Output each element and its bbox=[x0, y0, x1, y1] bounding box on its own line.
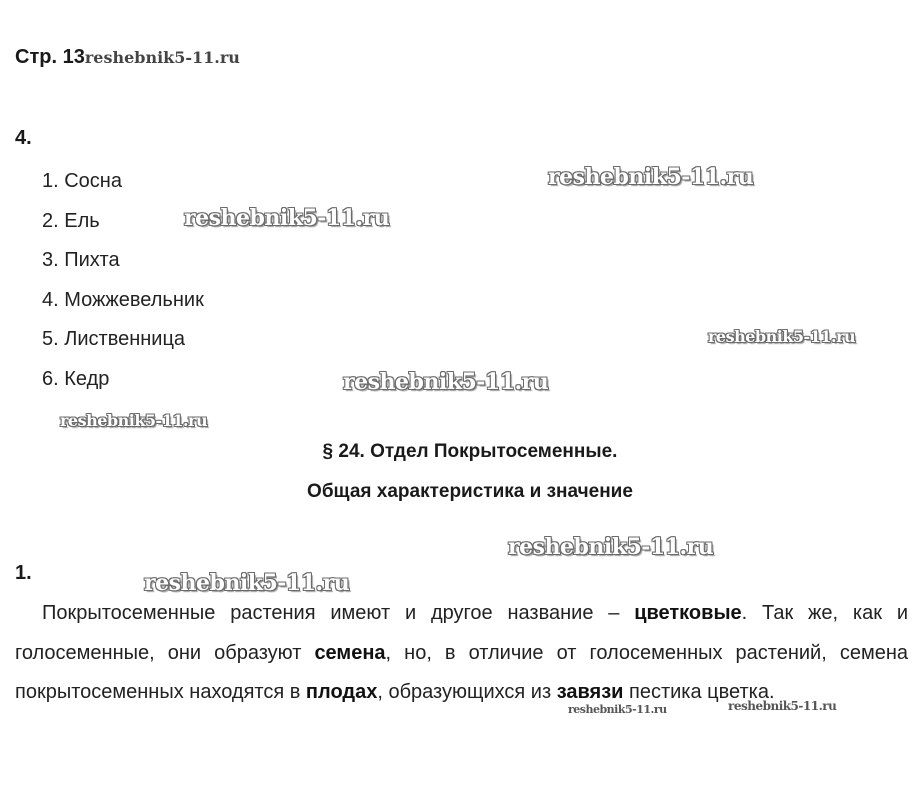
watermark: reshebnik5-11.ru bbox=[60, 411, 208, 430]
watermark: reshebnik5-11.ru bbox=[343, 369, 549, 395]
term-ovary: завязи bbox=[556, 681, 624, 704]
answer-paragraph bbox=[15, 594, 908, 713]
watermark: reshebnik5-11.ru bbox=[728, 699, 837, 713]
term-flowering: цветковые bbox=[634, 602, 742, 624]
page-label: Стр. 13 bbox=[15, 46, 85, 68]
paragraph-text: Покрытосеменные растения имеют и другое название – bbox=[42, 602, 635, 624]
task-1-number: 1. bbox=[15, 562, 32, 584]
watermark: reshebnik5-11.ru bbox=[568, 703, 667, 716]
term-seeds: семена bbox=[314, 641, 386, 664]
conifer-list bbox=[42, 162, 204, 400]
list-item: 2. Ель bbox=[42, 209, 100, 232]
section-title: § 24. Отдел Покрытосеменные. bbox=[322, 441, 618, 462]
paragraph-text: . Так же, как и голосеменные, они образуют bbox=[15, 602, 908, 664]
header-watermark: reshebnik5-11.ru bbox=[84, 48, 240, 67]
term-fruits: плодах bbox=[305, 681, 378, 704]
task-4-number: 4. bbox=[15, 127, 32, 149]
list-item: 6. Кедр bbox=[42, 367, 110, 390]
watermark: reshebnik5-11.ru bbox=[184, 205, 390, 231]
paragraph-text: , образующихся из bbox=[377, 681, 557, 704]
page-number-header bbox=[15, 46, 240, 69]
list-item: 4. Можжевельник bbox=[42, 288, 204, 311]
watermark: reshebnik5-11.ru bbox=[144, 570, 350, 596]
section-subtitle: Общая характеристика и значение bbox=[307, 481, 633, 502]
paragraph-text: пестика цветка. bbox=[623, 681, 775, 704]
watermark: reshebnik5-11.ru bbox=[508, 534, 714, 560]
list-item: 1. Сосна bbox=[42, 170, 122, 192]
paragraph-text: , но, в отличие от голосеменных растений, семена покрытосеменных находятся в bbox=[15, 641, 908, 704]
watermark: reshebnik5-11.ru bbox=[708, 327, 856, 346]
list-item: 5. Лиственница bbox=[42, 328, 186, 351]
list-item: 3. Пихта bbox=[42, 249, 120, 272]
watermark: reshebnik5-11.ru bbox=[548, 164, 754, 190]
